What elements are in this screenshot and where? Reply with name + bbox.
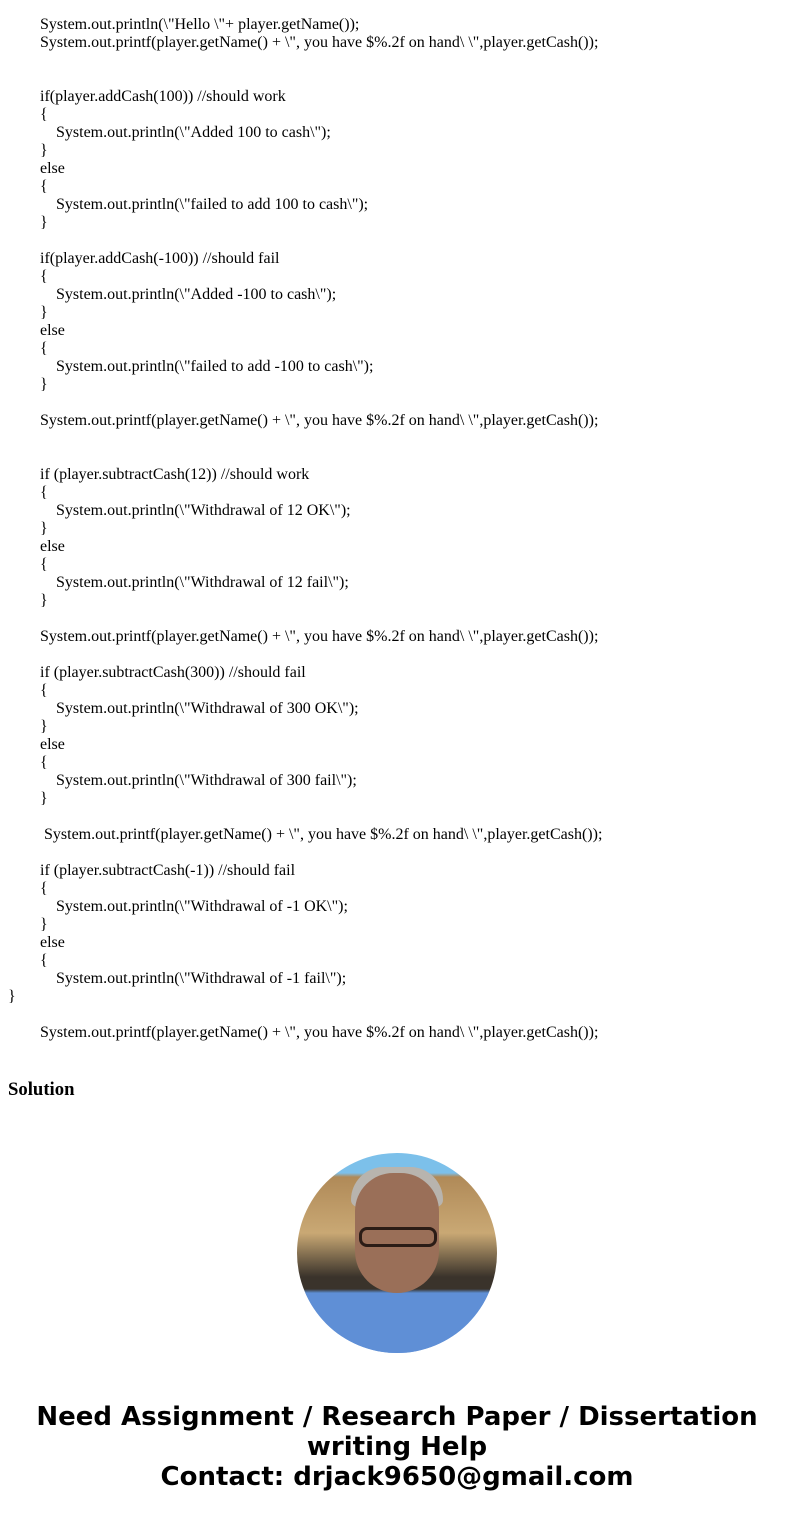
promo-line-1: Need Assignment / Research Paper / Dissertation: [36, 1402, 758, 1432]
code-line: }: [40, 142, 48, 159]
code-line: {: [40, 484, 48, 501]
code-line: if(player.addCash(-100)) //should fail: [40, 250, 280, 267]
code-line: System.out.println(\"Withdrawal of 300 OK\");: [56, 700, 359, 717]
code-line: System.out.println(\"Withdrawal of -1 fail\");: [56, 970, 347, 987]
code-line: System.out.printf(player.getName() + \", you have $%.2f on hand\ \",player.getCash());: [44, 826, 603, 843]
code-line: [0, 646, 794, 664]
code-line: }: [40, 376, 48, 393]
code-line: else: [40, 736, 65, 753]
code-line: System.out.println(\"Withdrawal of 12 fail\");: [56, 574, 349, 591]
code-line: }: [8, 988, 16, 1005]
code-line: {: [40, 682, 48, 699]
code-line: if (player.subtractCash(300)) //should fail: [40, 664, 306, 681]
code-line: }: [40, 790, 48, 807]
code-line: }: [40, 916, 48, 933]
code-line: {: [40, 952, 48, 969]
solution-heading: Solution: [8, 1079, 75, 1100]
code-line: else: [40, 538, 65, 555]
code-block: [0, 16, 794, 1042]
code-line: if (player.subtractCash(12)) //should work: [40, 466, 310, 483]
code-line: else: [40, 934, 65, 951]
code-line: {: [40, 340, 48, 357]
code-line: else: [40, 322, 65, 339]
code-line: System.out.printf(player.getName() + \", you have $%.2f on hand\ \",player.getCash());: [40, 1024, 599, 1041]
code-line: System.out.println(\"Withdrawal of 300 fail\");: [56, 772, 357, 789]
code-line: {: [40, 556, 48, 573]
code-line: [0, 394, 794, 412]
code-line: if (player.subtractCash(-1)) //should fail: [40, 862, 296, 879]
code-line: System.out.println(\"Added -100 to cash\");: [56, 286, 337, 303]
code-line: }: [40, 520, 48, 537]
avatar-shirt: [297, 1293, 497, 1353]
code-line: [0, 808, 794, 826]
promo-banner: [0, 1402, 794, 1492]
code-line: {: [40, 880, 48, 897]
code-line: }: [40, 214, 48, 231]
code-line: [0, 610, 794, 628]
code-line: [0, 1006, 794, 1024]
code-line: System.out.println(\"Withdrawal of -1 OK\");: [56, 898, 348, 915]
code-line: [0, 448, 794, 466]
code-line: }: [40, 718, 48, 735]
author-avatar: [297, 1153, 497, 1353]
code-line: [0, 70, 794, 88]
code-line: [0, 232, 794, 250]
code-line: {: [40, 106, 48, 123]
code-line: }: [40, 304, 48, 321]
code-line: [0, 430, 794, 448]
code-line: [0, 844, 794, 862]
code-line: {: [40, 754, 48, 771]
code-line: System.out.println(\"failed to add -100 to cash\");: [56, 358, 374, 375]
code-line: System.out.printf(player.getName() + \", you have $%.2f on hand\ \",player.getCash());: [40, 628, 599, 645]
promo-line-2: writing Help: [306, 1432, 488, 1462]
avatar-glasses: [359, 1227, 437, 1247]
code-line: [0, 52, 794, 70]
promo-contact[interactable]: Contact: drjack9650@gmail.com: [160, 1462, 634, 1492]
code-line: System.out.printf(player.getName() + \", you have $%.2f on hand\ \",player.getCash());: [40, 34, 599, 51]
code-line: System.out.println(\"Hello \"+ player.getName());: [40, 16, 360, 33]
code-line: System.out.printf(player.getName() + \", you have $%.2f on hand\ \",player.getCash());: [40, 412, 599, 429]
clipped-solution-text: [8, 1114, 788, 1124]
code-line: }: [40, 592, 48, 609]
code-line: System.out.println(\"Added 100 to cash\");: [56, 124, 331, 141]
code-line: else: [40, 160, 65, 177]
code-line: {: [40, 178, 48, 195]
code-line: System.out.println(\"Withdrawal of 12 OK\");: [56, 502, 351, 519]
code-line: {: [40, 268, 48, 285]
code-line: System.out.println(\"failed to add 100 to cash\");: [56, 196, 369, 213]
code-line: if(player.addCash(100)) //should work: [40, 88, 286, 105]
